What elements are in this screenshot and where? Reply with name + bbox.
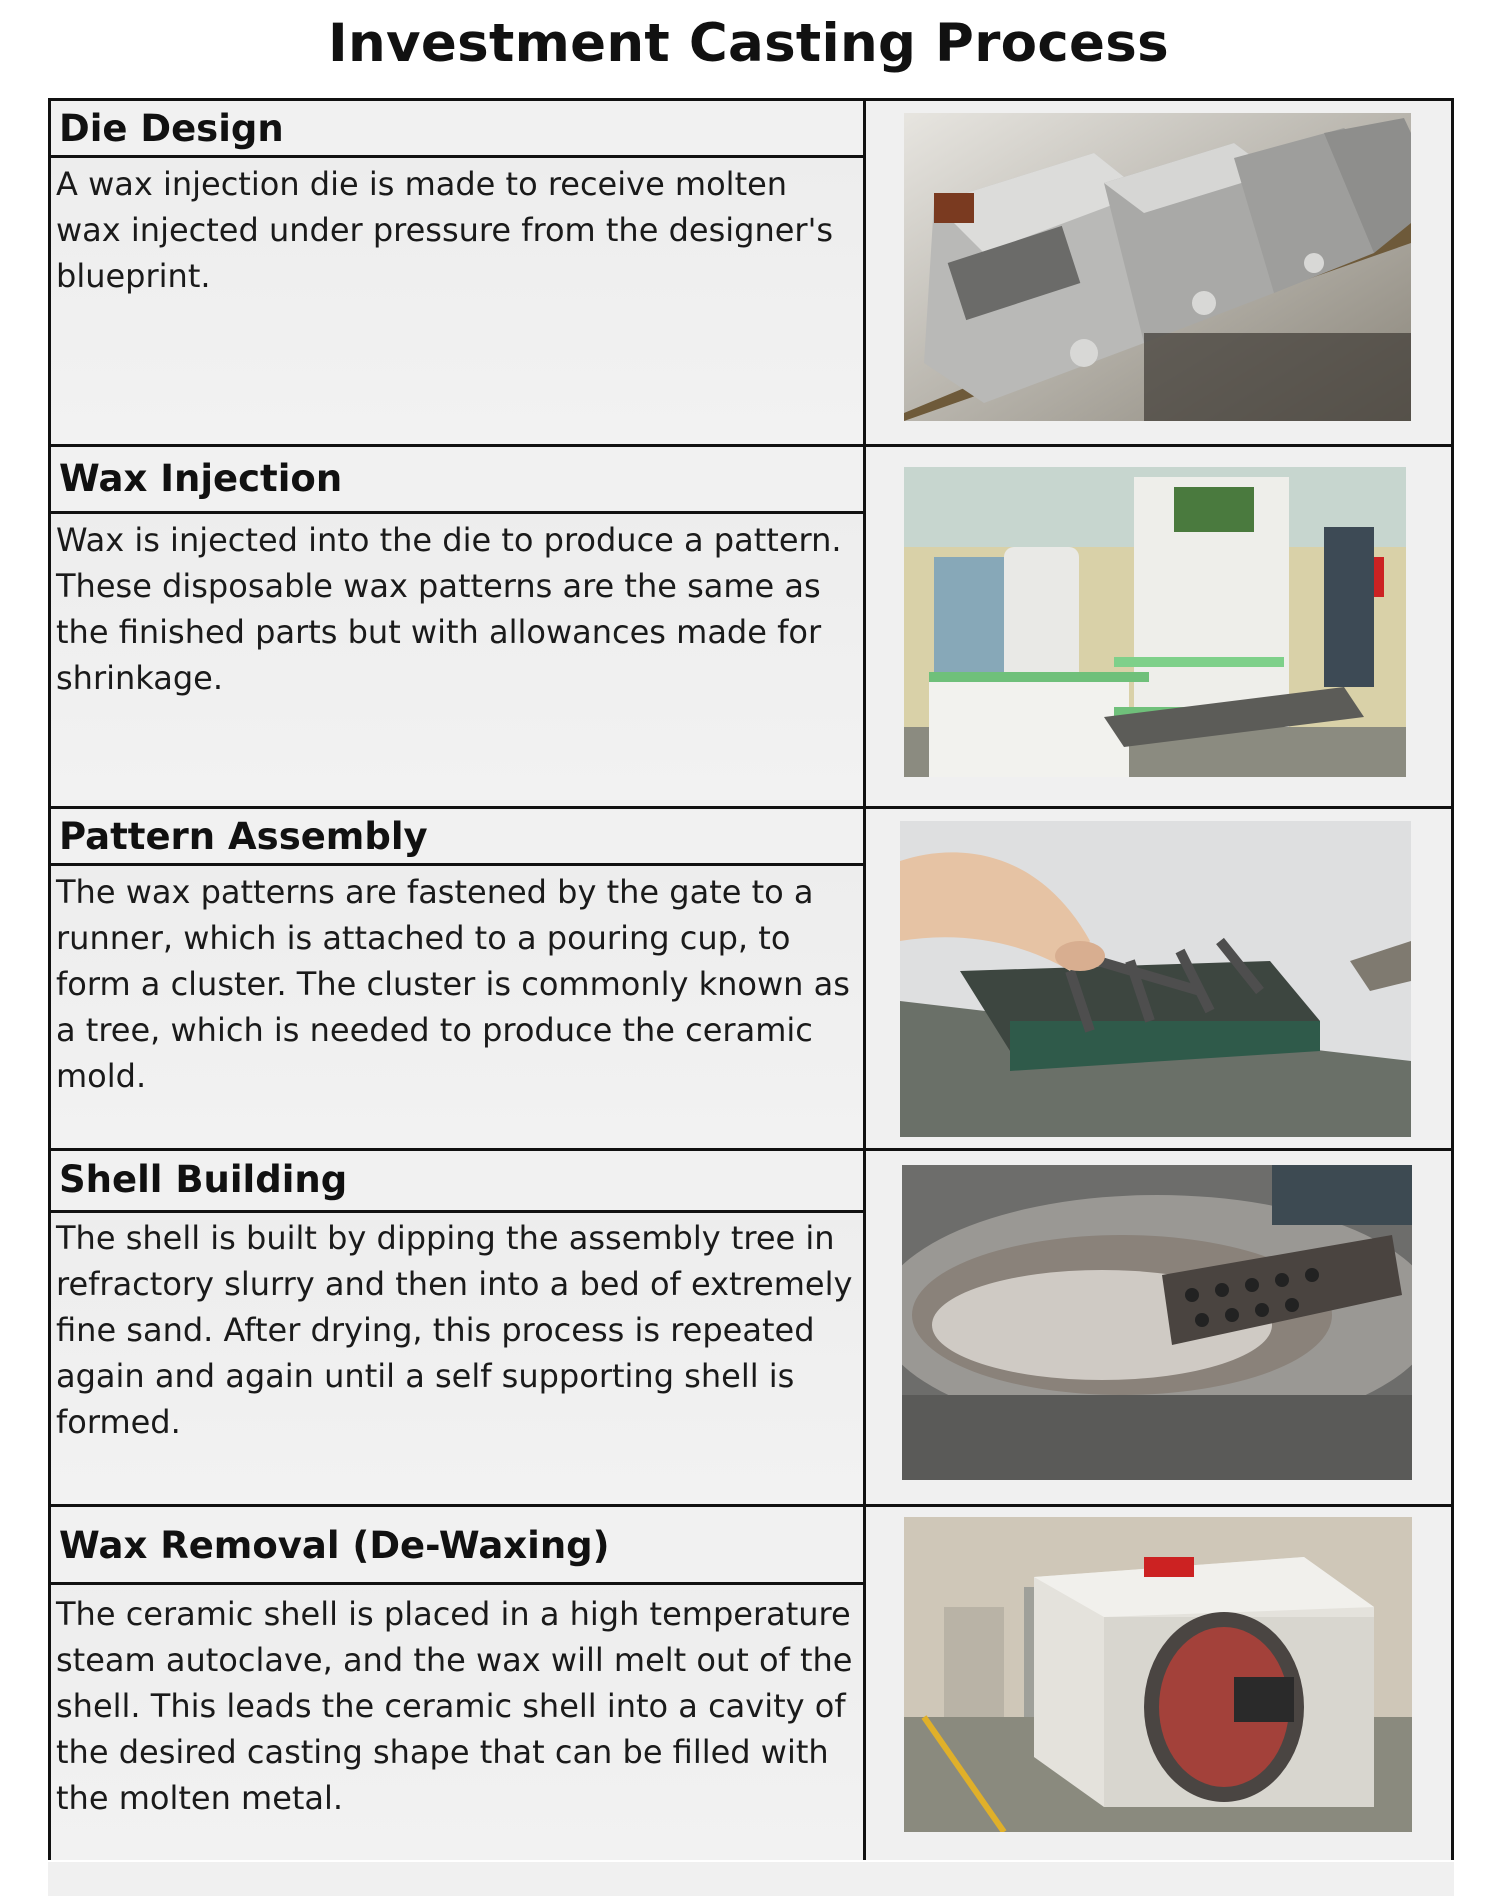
wax-pattern-assembly-photo bbox=[900, 821, 1411, 1137]
table-row bbox=[51, 809, 1451, 1151]
process-table bbox=[48, 98, 1454, 1860]
step-title: Wax Injection bbox=[51, 447, 863, 514]
step-description: The ceramic shell is placed in a high temperature steam autoclave, and the wax will melt out of the shell. This leads the ceramic shell into a cavity of the desired casting shape that can be filled with the molten metal. bbox=[56, 1595, 853, 1817]
step-title: Die Design bbox=[51, 101, 863, 158]
table-row bbox=[51, 101, 1451, 447]
step-description: Wax is injected into the die to produce a pattern. These disposable wax patterns are the same as the finished parts but with allowances made for shrinkage. bbox=[56, 521, 842, 697]
step-description: The wax patterns are fastened by the gate to a runner, which is attached to a pouring cup, to form a cluster. The cluster is commonly known as a tree, which is needed to produce the ceramic mold. bbox=[56, 873, 850, 1095]
step-title: Shell Building bbox=[51, 1151, 863, 1213]
table-row bbox=[51, 447, 1451, 809]
metal-dies-on-shelf-photo bbox=[904, 113, 1411, 421]
step-description: The shell is built by dipping the assembly tree in refractory slurry and then into a bed of extremely fine sand. After drying, this process is repeated again and again until a self supporting shell is formed. bbox=[56, 1219, 853, 1441]
step-title: Wax Removal (De-Waxing) bbox=[51, 1507, 863, 1585]
step-title: Pattern Assembly bbox=[51, 809, 863, 866]
wax-injection-machine-photo bbox=[904, 467, 1406, 777]
steam-autoclave-photo bbox=[904, 1517, 1412, 1832]
slurry-dipping-photo bbox=[902, 1165, 1412, 1480]
table-row bbox=[51, 1507, 1451, 1860]
page-title: Investment Casting Process bbox=[328, 13, 1169, 74]
table-row bbox=[51, 1151, 1451, 1507]
step-description: A wax injection die is made to receive molten wax injected under pressure from the designer's blueprint. bbox=[56, 165, 834, 295]
page-footer-strip bbox=[48, 1862, 1454, 1896]
